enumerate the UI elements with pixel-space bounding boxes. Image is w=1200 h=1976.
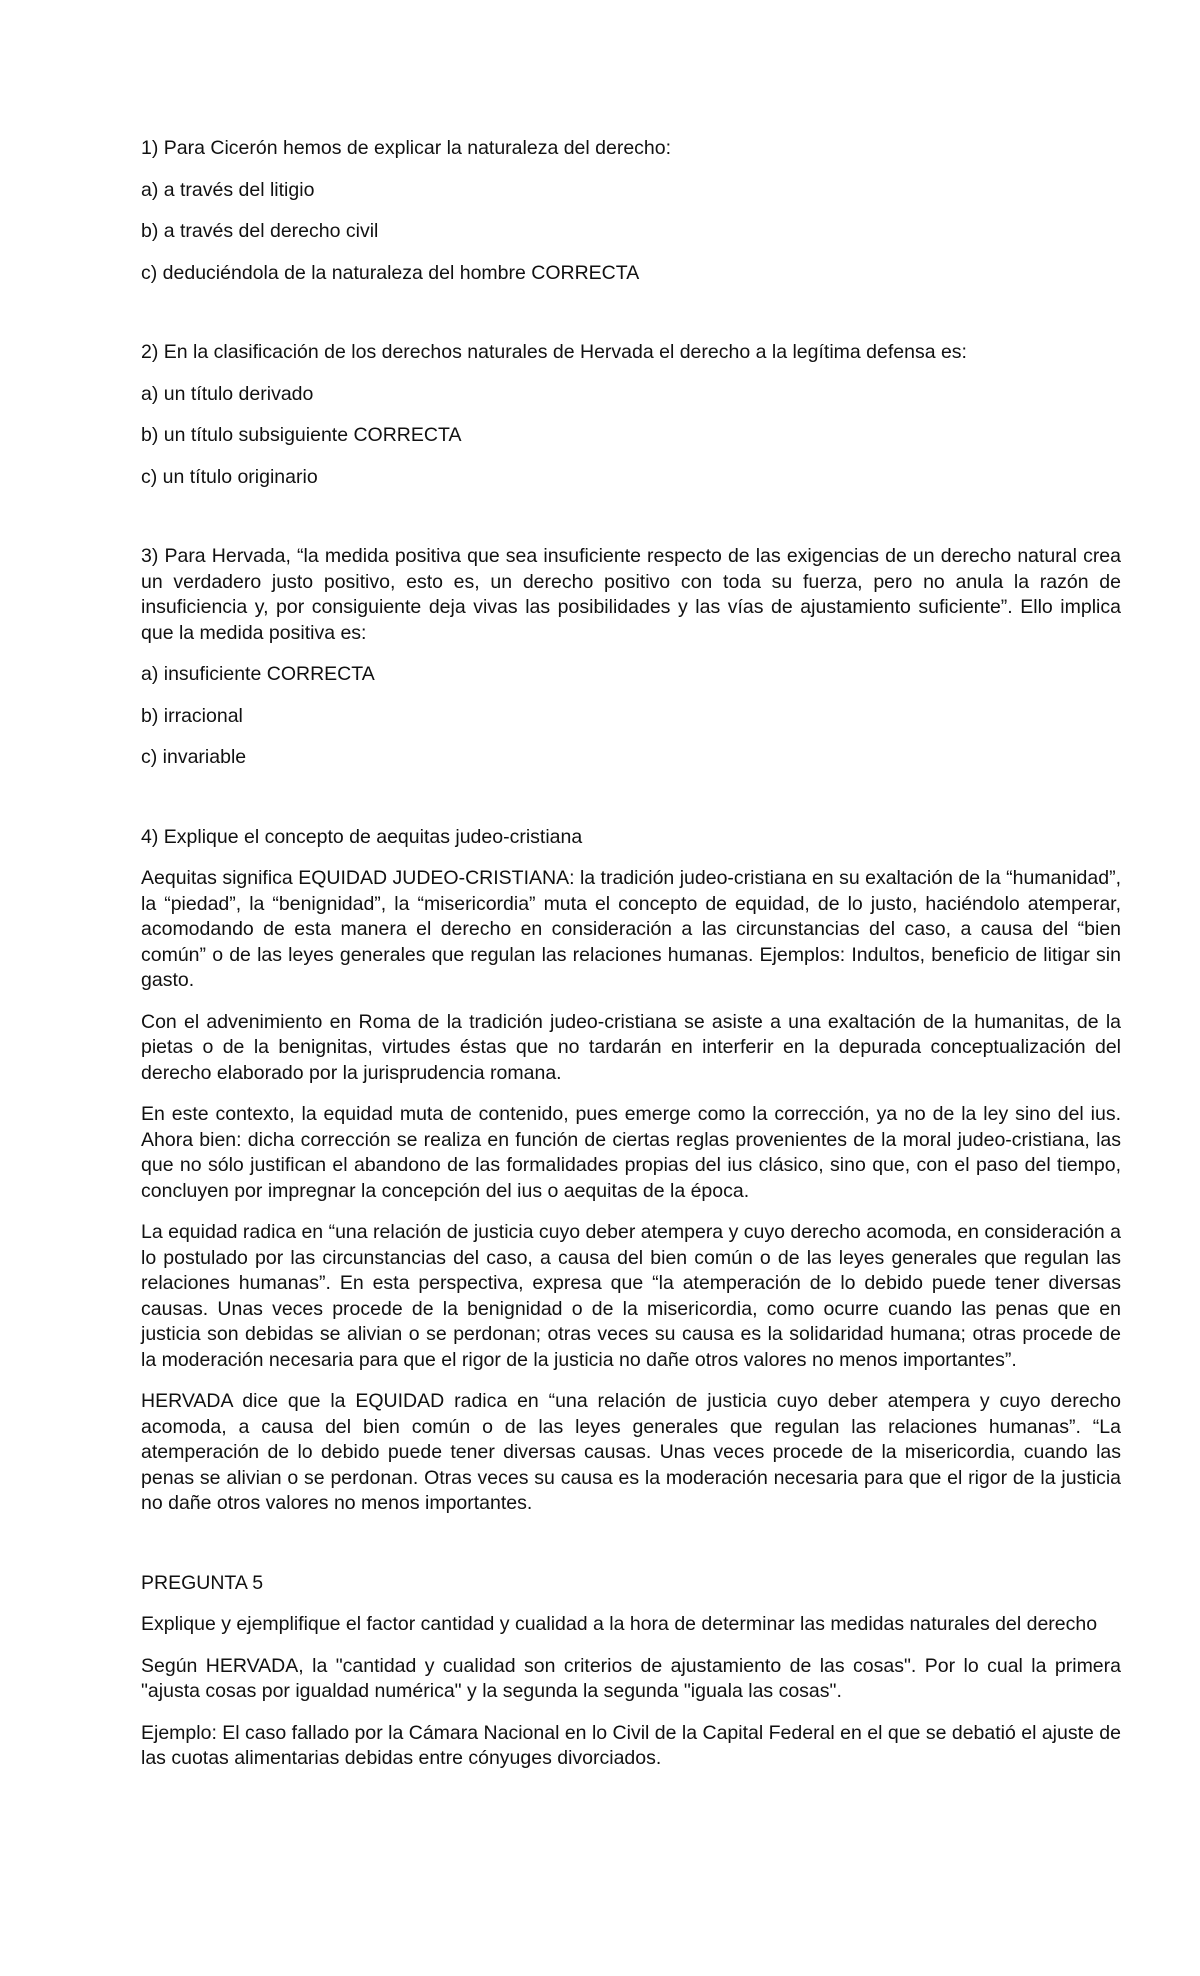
question-4-paragraph-5: HERVADA dice que la EQUIDAD radica en “una relación de justicia cuyo deber atempera y cuyo derecho acomoda, a causa del bien común o de las leyes generales que regulan las relaciones humanas”. “La atemperación de lo debido puede tener diversas causas. Unas veces procede de la misericordia, cuando las penas se alivian o se perdonan. Otras veces su causa es la moderación necesaria para que el rigor de la justicia no dañe otros valores no menos importantes. xyxy=(141,1390,1121,1514)
question-5-paragraph-1: Según HERVADA, la "cantidad y cualidad son criterios de ajustamiento de las cosas". Por lo cual la primera "ajusta cosas por igualdad numérica" y la segunda la segunda "iguala las cosas". xyxy=(141,1654,1121,1702)
section-gap xyxy=(141,506,1121,544)
question-1-text: 1) Para Cicerón hemos de explicar la naturaleza del derecho: xyxy=(141,137,672,159)
question-3-option-a: a) insuficiente CORRECTA xyxy=(141,663,375,685)
question-3-option-b: b) irracional xyxy=(141,704,243,727)
question-1 xyxy=(141,136,1121,286)
question-4-text: 4) Explique el concepto de aequitas judeo-cristiana xyxy=(141,825,583,848)
section-gap xyxy=(141,302,1121,340)
question-3-text: 3) Para Hervada, “la medida positiva que sea insuficiente respecto de las exigencias de un derecho natural crea un verdadero justo positivo, esto es, un derecho positivo con toda su fuerza, pero no anula la razón de insuficiencia y, por consiguiente deja vivas las posibilidades y las vías de ajustamiento suficiente”. Ello implica que la medida positiva es: xyxy=(141,545,1121,644)
question-4-paragraph-1: Aequitas significa EQUIDAD JUDEO-CRISTIANA: la tradición judeo-cristiana en su exaltación de la “humanidad”, la “piedad”, la “benignidad”, la “misericordia” muta el concepto de equidad, de lo justo, haciéndolo atemperar, acomodando de esta manera el derecho en consideración a las circunstancias del caso, a causa del “bien común” o de las leyes generales que regulan las relaciones humanas. Ejemplos: Indultos, beneficio de litigar sin gasto. xyxy=(141,867,1121,991)
question-1-option-a: a) a través del litigio xyxy=(141,178,315,201)
question-2-option-a: a) un título derivado xyxy=(141,382,314,405)
question-5 xyxy=(141,1571,1121,1772)
question-5-heading: PREGUNTA 5 xyxy=(141,1571,264,1594)
question-4 xyxy=(141,825,1121,1517)
question-2-text: 2) En la clasificación de los derechos naturales de Hervada el derecho a la legítima defensa es: xyxy=(141,341,967,363)
question-5-paragraph-2: Ejemplo: El caso fallado por la Cámara Nacional en lo Civil de la Capital Federal en el que se debatió el ajuste de las cuotas alimentarias debidas entre cónyuges divorciados. xyxy=(141,1721,1121,1769)
question-4-paragraph-2: Con el advenimiento en Roma de la tradición judeo-cristiana se asiste a una exaltación de la humanitas, de la pietas o de la benignitas, virtudes éstas que no tardarán en interferir en la depurada conceptualización del derecho elaborado por la jurisprudencia romana. xyxy=(141,1010,1121,1084)
question-1-option-c: c) deduciéndola de la naturaleza del hombre CORRECTA xyxy=(141,261,640,284)
section-gap xyxy=(141,1533,1121,1571)
question-5-text: Explique y ejemplifique el factor cantidad y cualidad a la hora de determinar las medidas naturales del derecho xyxy=(141,1613,1098,1635)
question-2-option-b: b) un título subsiguiente CORRECTA xyxy=(141,424,462,446)
section-gap xyxy=(141,787,1121,825)
question-4-paragraph-3: En este contexto, la equidad muta de contenido, pues emerge como la corrección, ya no de la ley sino del ius. Ahora bien: dicha corrección se realiza en función de ciertas reglas provenientes de la moral judeo-cristiana, las que no sólo justifican el abandono de las formalidades propias del ius clásico, sino que, con el paso del tiempo, concluyen por impregnar la concepción del ius o aequitas de la época. xyxy=(141,1103,1121,1202)
document-page xyxy=(141,136,1121,1788)
question-2 xyxy=(141,340,1121,490)
question-2-option-c: c) un título originario xyxy=(141,465,318,488)
question-3-option-c: c) invariable xyxy=(141,746,247,768)
question-3 xyxy=(141,544,1121,771)
question-4-paragraph-4: La equidad radica en “una relación de justicia cuyo deber atempera y cuyo derecho acomoda, en consideración a lo postulado por las circunstancias del caso, a causa del bien común o de las leyes generales que regulan las relaciones humanas”. En esta perspectiva, expresa que “la atemperación de lo debido puede tener diversas causas. Unas veces procede de la benignidad o de la misericordia, como ocurre cuando las penas que en justicia son debidas se alivian o se perdonan; otras veces su causa es la solidaridad humana; otras procede de la moderación necesaria para que el rigor de la justicia no dañe otros valores no menos importantes”. xyxy=(141,1221,1121,1371)
question-1-option-b: b) a través del derecho civil xyxy=(141,220,379,242)
